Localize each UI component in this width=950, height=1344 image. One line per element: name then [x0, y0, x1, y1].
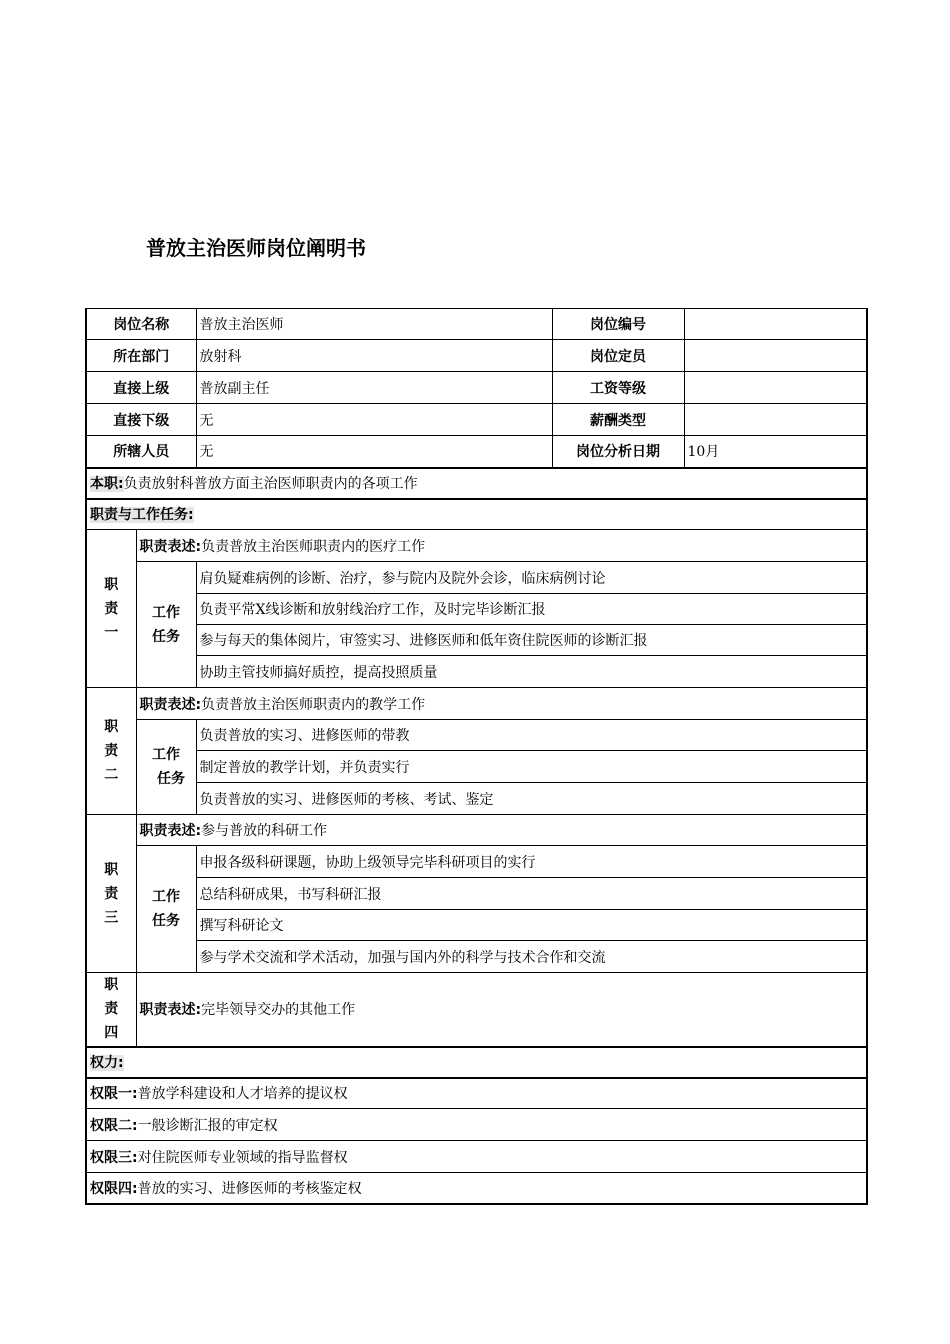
task-row — [86, 625, 867, 656]
power-row — [86, 1109, 867, 1141]
power-row — [86, 1141, 867, 1173]
field-label: 薪酬类型 — [552, 404, 684, 436]
duties-heading: 职责与工作任务: — [90, 507, 194, 524]
field-value — [684, 372, 867, 404]
task-row — [86, 910, 867, 941]
task-row — [86, 846, 867, 878]
task-item: 参与学术交流和学术活动，加强与国内外的科学与技术合作和交流 — [196, 941, 867, 973]
power-row — [86, 1078, 867, 1109]
duty-statement-row — [86, 973, 867, 1047]
power-item: 权限一:普放学科建设和人才培养的提议权 — [86, 1078, 867, 1109]
section-heading-row — [86, 1047, 867, 1078]
duty-statement-row — [86, 688, 867, 720]
duties-heading-cell — [86, 499, 867, 530]
task-row — [86, 594, 867, 625]
field-value — [684, 340, 867, 372]
summary-label: 本职: — [90, 476, 124, 492]
task-item: 制定普放的教学计划，并负责实行 — [196, 751, 867, 783]
duty-name: 职 责 二 — [86, 688, 136, 815]
task-item: 负责普放的实习、进修医师的考核、考试、鉴定 — [196, 783, 867, 815]
header-row — [86, 340, 867, 372]
section-heading-row — [86, 499, 867, 530]
duty-statement: 职责表述:负责普放主治医师职责内的教学工作 — [136, 688, 867, 720]
task-row — [86, 656, 867, 688]
task-label: 工作 任务 — [136, 562, 196, 688]
task-label: 工作 任务 — [136, 846, 196, 973]
field-label: 直接下级 — [86, 404, 196, 436]
job-description-table — [85, 308, 868, 1205]
duty-statement: 职责表述:完毕领导交办的其他工作 — [136, 973, 867, 1047]
header-row — [86, 404, 867, 436]
task-item: 总结科研成果，书写科研汇报 — [196, 878, 867, 910]
task-row — [86, 751, 867, 783]
task-item: 协助主管技师搞好质控，提高投照质量 — [196, 656, 867, 688]
task-item: 负责普放的实习、进修医师的带教 — [196, 720, 867, 751]
power-item: 权限二:一般诊断汇报的审定权 — [86, 1109, 867, 1141]
task-label: 工作 任务 — [136, 720, 196, 815]
duty-statement: 职责表述:负责普放主治医师职责内的医疗工作 — [136, 530, 867, 562]
powers-heading: 权力: — [90, 1055, 124, 1071]
field-value: 无 — [196, 404, 552, 436]
task-item: 肩负疑难病例的诊断、治疗，参与院内及院外会诊，临床病例讨论 — [196, 562, 867, 594]
summary-text: 负责放射科普放方面主治医师职责内的各项工作 — [123, 476, 418, 492]
field-value: 无 — [196, 436, 552, 468]
field-label: 岗位名称 — [86, 309, 196, 340]
field-value: 10月 — [684, 436, 867, 468]
power-item: 权限三:对住院医师专业领域的指导监督权 — [86, 1141, 867, 1173]
task-row — [86, 941, 867, 973]
field-value — [684, 404, 867, 436]
field-label: 直接上级 — [86, 372, 196, 404]
task-item: 申报各级科研课题，协助上级领导完毕科研项目的实行 — [196, 846, 867, 878]
power-row — [86, 1173, 867, 1204]
field-value — [684, 309, 867, 340]
field-value: 放射科 — [196, 340, 552, 372]
field-label: 岗位分析日期 — [552, 436, 684, 468]
duty-name: 职 责 四 — [86, 973, 136, 1047]
task-item: 撰写科研论文 — [196, 910, 867, 941]
field-label: 所在部门 — [86, 340, 196, 372]
task-item: 负责平常X线诊断和放射线治疗工作，及时完毕诊断汇报 — [196, 594, 867, 625]
duty-statement: 职责表述:参与普放的科研工作 — [136, 815, 867, 846]
task-item: 参与每天的集体阅片，审签实习、进修医师和低年资住院医师的诊断汇报 — [196, 625, 867, 656]
duty-name: 职 责 一 — [86, 530, 136, 688]
task-row — [86, 878, 867, 910]
duty-statement-row — [86, 530, 867, 562]
task-row — [86, 783, 867, 815]
power-item: 权限四:普放的实习、进修医师的考核鉴定权 — [86, 1173, 867, 1204]
field-label: 岗位定员 — [552, 340, 684, 372]
duty-name: 职 责 三 — [86, 815, 136, 973]
summary-cell — [86, 468, 867, 499]
task-row — [86, 720, 867, 751]
field-value: 普放主治医师 — [196, 309, 552, 340]
header-row — [86, 372, 867, 404]
header-row — [86, 309, 867, 340]
powers-heading-cell — [86, 1047, 867, 1078]
duty-statement-row — [86, 815, 867, 846]
field-value: 普放副主任 — [196, 372, 552, 404]
field-label: 工资等级 — [552, 372, 684, 404]
task-row — [86, 562, 867, 594]
field-label: 岗位编号 — [552, 309, 684, 340]
header-row — [86, 436, 867, 468]
field-label: 所辖人员 — [86, 436, 196, 468]
summary-row — [86, 468, 867, 499]
document-title: 普放主治医师岗位阐明书 — [146, 236, 366, 260]
